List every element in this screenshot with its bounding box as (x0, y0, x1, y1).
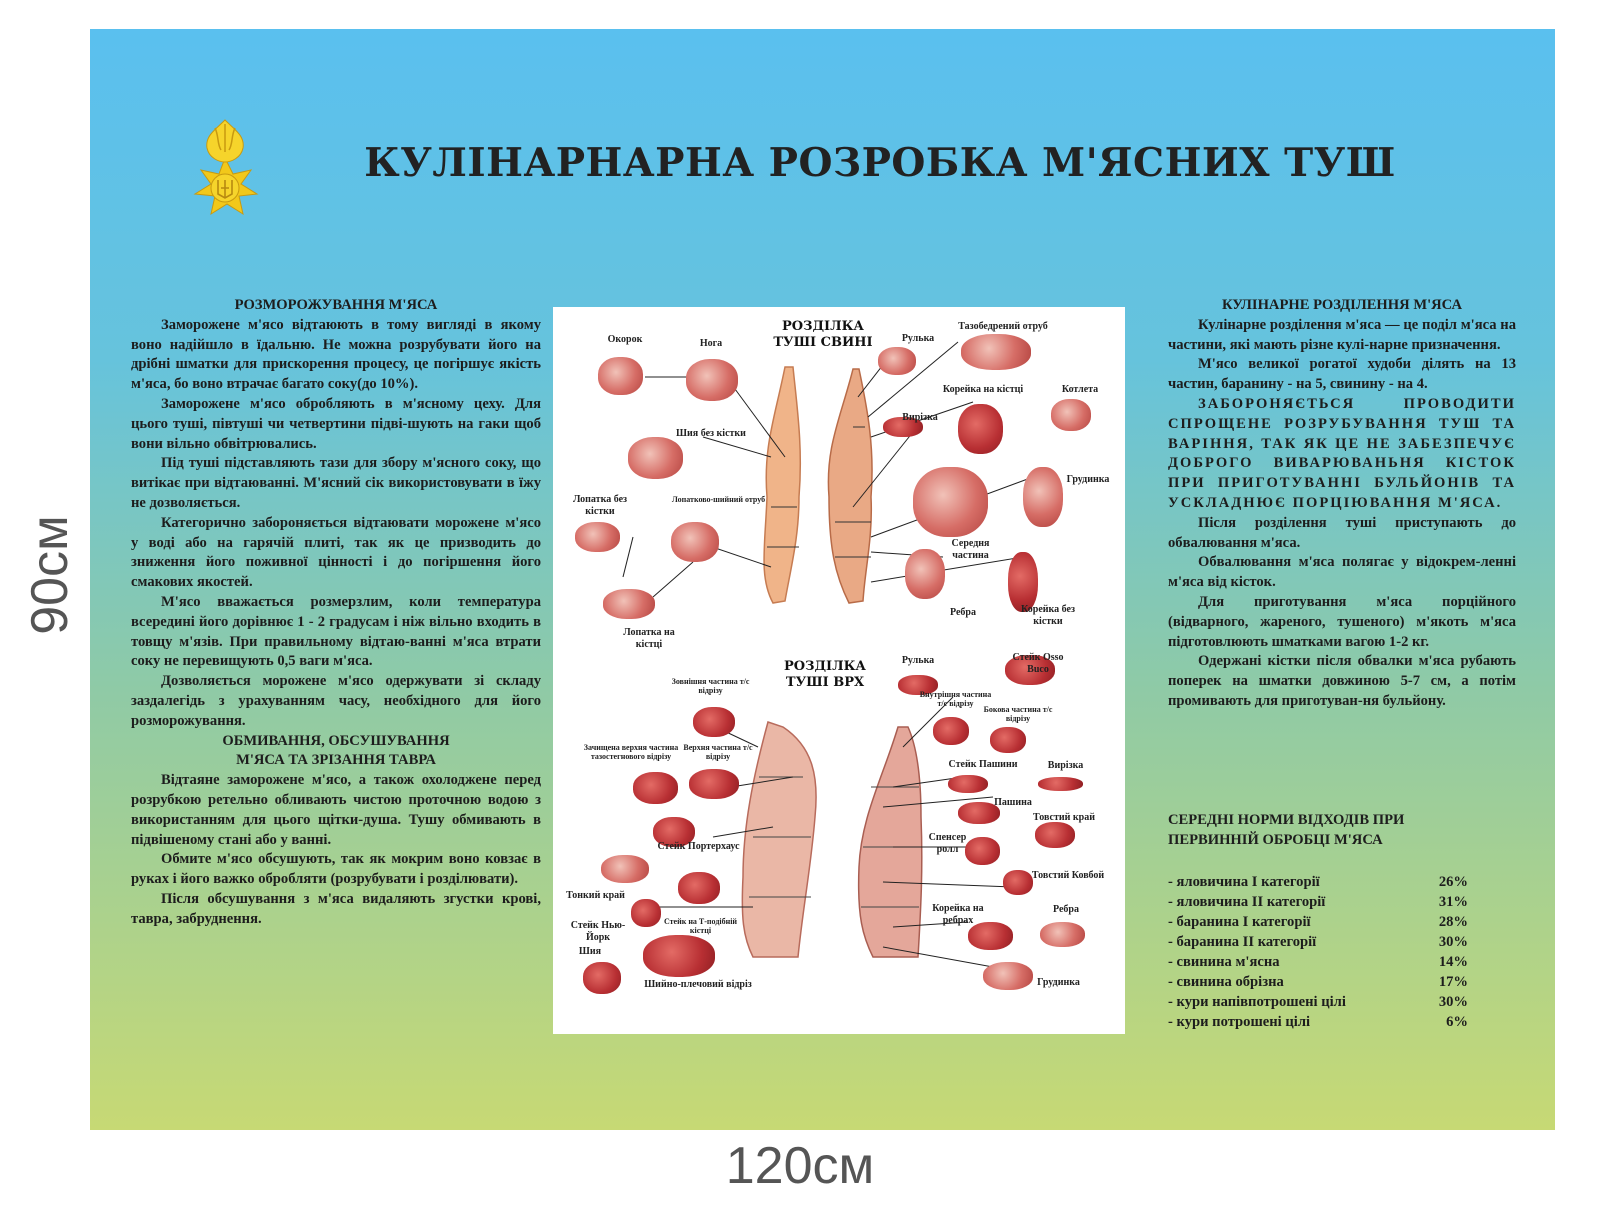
norm-name: - кури напівпотрошені цілі (1168, 994, 1346, 1010)
norm-value: 14% (1438, 954, 1468, 970)
norm-row (1168, 1012, 1468, 1032)
label-thick-rib: Товстий край (1033, 812, 1095, 823)
meat-photo-top-round (689, 769, 739, 799)
norm-row (1168, 952, 1468, 972)
heading-washing-2: М'ЯСА ТА ЗРІЗАННЯ ТАВРА (236, 752, 436, 769)
norm-name: - свинина м'ясна (1168, 954, 1280, 970)
norm-row (1168, 972, 1468, 992)
label-outside-round: Зовнішня частина т/с відрізу (671, 677, 750, 695)
norm-name: - баранина II категорії (1168, 934, 1317, 950)
paragraph: Одержані кістки після обвалки м'яса рубають поперек на шматки довжиною 5-7 см, а потім промивають для приготуван-ня бульйону. (1168, 653, 1516, 709)
label-tbone: Стейк на Т-подібній кістці (663, 917, 738, 935)
label-inside-round: Внутрішня частина т/с відрізу (919, 690, 992, 708)
label-top-round: Верхня частина т/с відрізу (683, 743, 753, 761)
heading-defrosting: РОЗМОРОЖУВАННЯ М'ЯСА (234, 297, 438, 313)
label-osso-buco: Стейк Osso Buco (1012, 652, 1064, 675)
meat-photo-shoulder (575, 522, 620, 552)
norm-value: 26% (1438, 874, 1468, 890)
label-beef-neck: Шия (578, 946, 602, 957)
meat-photo-ribs-beef (1040, 922, 1085, 947)
label-neck-shoulder: Лопатково-шийний отруб (671, 495, 766, 504)
label-side-round: Бокова частина т/с відрізу (983, 705, 1053, 723)
paragraph: Для приготування м'яса порційного (відварного, жареного, тушеного) м'якоть м'яса підготовлюють шматками вагою 1-2 кг. (1168, 593, 1516, 650)
label-top-round-clean: Зачищена верхня частина тазостегнового відрізу (583, 743, 679, 761)
meat-photo-cutlet (1051, 399, 1091, 431)
label-middle: Середня частина (951, 538, 990, 561)
paragraph: Під туші підставляють тази для збору м'ясного соку, що витікає при відтаюванні. М'ясний сік використовувати в їжу не дозволяється. (131, 455, 541, 511)
meat-photo-brisket (1023, 467, 1063, 527)
paragraph: Обвалювання м'яса полягає у відокрем-ленні м'яса від кісток. (1168, 554, 1516, 591)
label-cutlet: Котлета (1061, 384, 1099, 395)
label-porterhouse: Стейк Портерхаус (657, 841, 740, 852)
label-loin-boneless: Корейка без кістки (1021, 604, 1075, 627)
paragraph: Категорично забороняється відтаювати морожене м'ясо у воді або на гарячій плиті, так як це призводить до зниження його поживної цінності і до погіршення його смакових якостей. (131, 514, 541, 591)
butchery-diagram-panel (553, 307, 1125, 1034)
label-flank-steak: Стейк Пашини (948, 759, 1018, 770)
meat-photo-outside-round (693, 707, 735, 737)
paragraph: Після обсушування з м'яса видаляють згустки крові, тавра, забруднення. (131, 890, 541, 927)
meat-photo-loin-boneless (1008, 552, 1038, 612)
norm-value: 31% (1438, 894, 1468, 910)
norms-title: СЕРЕДНІ НОРМИ ВІДХОДІВ ПРИ ПЕРВИННІЙ ОБРОБЦІ М'ЯСА (1168, 812, 1405, 848)
meat-photo-shank (878, 347, 916, 375)
norm-value: 17% (1438, 974, 1468, 990)
label-tenderloin: Вирізка (902, 412, 938, 423)
paragraph: Обмите м'ясо обсушують, так як мокрим воно ковзає в руках і його важко обробляти (розрубувати і розділювати). (131, 851, 541, 888)
norm-value: 28% (1438, 914, 1468, 930)
norm-value: 6% (1446, 1014, 1468, 1030)
meat-photo-hip (961, 334, 1031, 370)
meat-photo-thin-rib (601, 855, 649, 883)
paragraph: Відтаяне заморожене м'ясо, а також охолоджене перед розрубкою ретельно обливають чистою проточною водою з використанням для цього щітки-душа. Тушу обмивають в підвішеному стані або у ванні. (131, 772, 541, 848)
norm-row (1168, 912, 1468, 932)
norm-name: - яловичина I категорії (1168, 874, 1320, 890)
meat-photo-ribs (905, 549, 945, 599)
norm-name: - яловичина II категорії (1168, 894, 1326, 910)
waste-norms (1168, 810, 1468, 1032)
right-column (1168, 296, 1516, 712)
heading-washing: ОБМИВАННЯ, ОБСУШУВАННЯ (222, 732, 450, 749)
paragraph: Заморожене м'ясо обробляють в м'ясному цеху. Для цього туші, півтуші чи четвертини підві-шують на гаки щоб вони вільно обвітрювались. (131, 395, 541, 452)
paragraph: Заморожене м'ясо відтаюють в тому вигляді в якому воно надійшло в їдальню. Не можна розрубувати його на дрібні шматки для прискорення процесу, це погіршує якість м'яса, бо воно втрачає багато соку(до 10%). (131, 316, 541, 393)
meat-photo-tbone (678, 872, 720, 904)
label-beef-ribs: Ребра (1053, 904, 1079, 915)
meat-photo-ny-strip (631, 899, 661, 927)
label-cowboy: Товстий Ковбой (1031, 870, 1105, 881)
paragraph: Дозволяється морожене м'ясо одержувати зі складу заздалегідь з урахуванням часу, необхідного для його розморожування. (131, 673, 541, 729)
label-loin-bone: Корейка на кістці (942, 384, 1024, 395)
label-beef-brisket: Грудинка (1037, 977, 1080, 988)
meat-photo-neck-beef (583, 962, 621, 994)
label-beef-tenderloin: Вирізка (1047, 760, 1084, 771)
width-dimension: 120см (725, 1137, 875, 1195)
meat-photo-chuck (643, 935, 715, 977)
paragraph: Після розділення туші приступають до обвалювання м'яса. (1168, 514, 1516, 551)
label-chuck: Шийно-плечовий відріз (644, 979, 752, 990)
meat-photo-tenderloin-beef (1038, 777, 1083, 791)
norm-value: 30% (1438, 934, 1468, 950)
paragraph-warning: ЗАБОРОНЯЄТЬСЯ ПРОВОДИТИ СПРОЩЕНЕ РОЗРУБУВАННЯ ТУШ ТА ВАРІННЯ, ТАК ЯК ЦЕ НЕ ЗАБЕЗПЕЧУЄ ДОБРОГО ВИВАРЮВАНЬНЯ КІСТОК ПРИ ПРИГОТУВАННІ БУЛЬЙОНІВ ТА УСКЛАДНЮЄ ПОРЦІЮВАННЯ М'ЯСА. (1168, 395, 1516, 511)
left-column (131, 296, 541, 930)
meat-photo-side-round (990, 727, 1026, 753)
label-spencer-roll: Спенсер ролл (928, 832, 967, 855)
norm-row (1168, 892, 1468, 912)
heading-culinary-division: КУЛІНАРНЕ РОЗДІЛЕННЯ М'ЯСА (1221, 297, 1463, 313)
label-neck: Шия без кістки (676, 428, 746, 439)
norm-name: - свинина обрізна (1168, 974, 1284, 990)
label-shank: Рулька (901, 333, 935, 344)
label-beef-shank: Рулька (901, 655, 935, 666)
meat-photo-spencer-roll (965, 837, 1000, 865)
national-guard-emblem-icon (185, 118, 265, 228)
meat-photo-brisket-beef (983, 962, 1033, 990)
norm-name: - баранина I категорії (1168, 914, 1311, 930)
norm-name: - кури потрошені цілі (1168, 1014, 1311, 1030)
label-leg: Нога (699, 338, 723, 349)
label-shoulder: Лопатка без кістки (572, 494, 628, 517)
paragraph: М'ясо великої рогатої худоби ділять на 13 частин, баранину - на 5, свинину - на 4. (1168, 356, 1516, 393)
label-brisket: Грудинка (1066, 474, 1110, 485)
label-ribs: Ребра (950, 607, 976, 618)
meat-photo-neck (628, 437, 683, 479)
paragraph: Кулінарне розділення м'яса — це поділ м'яса на частини, які мають різне кулі-нарне призначення. (1168, 316, 1516, 353)
meat-photo-loin-bone (958, 404, 1003, 454)
label-hip: Тазобедрений отруб (958, 321, 1048, 332)
meat-photo-inside-round (933, 717, 969, 745)
label-flank: Пашина (994, 797, 1032, 808)
meat-photo-top-round-clean (633, 772, 678, 804)
meat-photo-middle (913, 467, 988, 537)
label-ham: Окорок (607, 334, 643, 345)
norm-row (1168, 932, 1468, 952)
pork-diagram-title: РОЗДІЛКА ТУШІ СВИНІ (773, 319, 873, 350)
height-label: 90см (21, 515, 79, 635)
meat-photo-shoulder-bone (603, 589, 655, 619)
meat-photo-thick-rib (1035, 822, 1075, 848)
paragraph: М'ясо вважається розмерзлим, коли температура всередині його дорівнює 1 - 2 градусам і ніж вільно входить в товщу м'язів. При правильному відтаю-ванні м'яса втрати соку не перевищують 0,5 ваги м'яса. (131, 593, 541, 670)
norm-value: 30% (1438, 994, 1468, 1010)
page-title: КУЛІНАРНАРНА РОЗРОБКА М'ЯСНИХ ТУШ (364, 140, 1396, 186)
norm-row (1168, 872, 1468, 892)
meat-photo-neck-shoulder (671, 522, 719, 562)
beef-diagram-title: РОЗДІЛКА ТУШІ ВРХ (783, 659, 867, 690)
label-shoulder-bone: Лопатка на кістці (623, 627, 675, 650)
label-ny-strip: Стейк Нью-Йорк (570, 920, 626, 943)
height-dimension (10, 500, 90, 650)
norm-row (1168, 992, 1468, 1012)
meat-photo-flank-steak (948, 775, 988, 793)
meat-photo-leg (686, 359, 738, 401)
label-rib-loin: Корейка на ребрах (932, 903, 984, 926)
label-thin-rib: Тонкий край (566, 890, 625, 901)
meat-photo-ham (598, 357, 643, 395)
